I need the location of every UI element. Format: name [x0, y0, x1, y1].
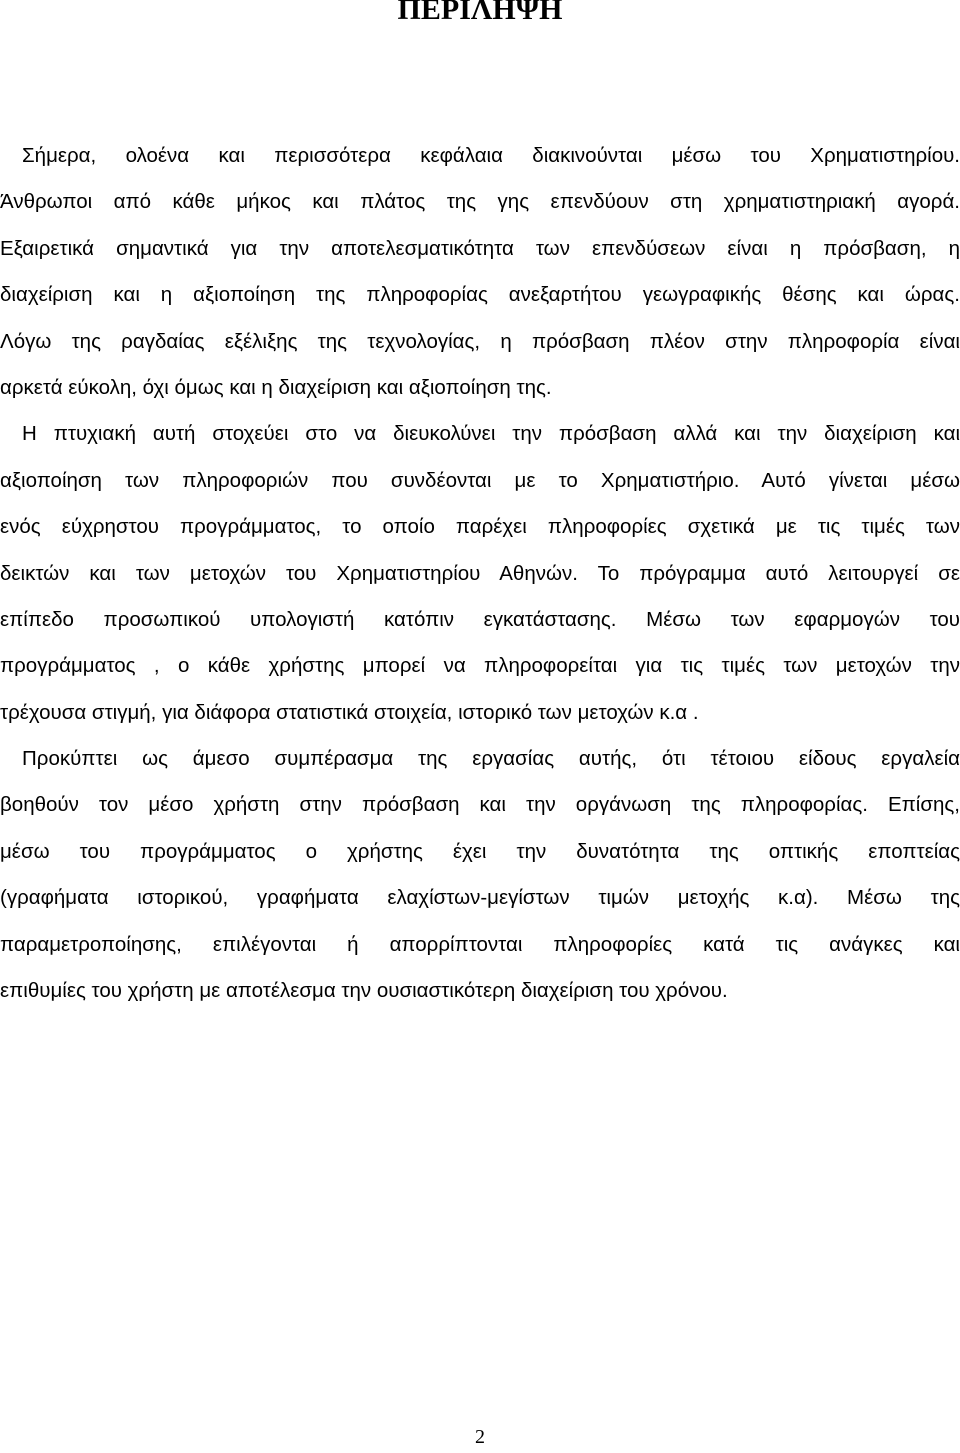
text-line: διαχείριση και η αξιοποίηση της πληροφορίας ανεξαρτήτου γεωγραφικής θέσης και ώρας. — [0, 283, 960, 307]
page-number: 2 — [475, 1426, 485, 1448]
text-line: δεικτών και των μετοχών του Χρηματιστηρίου Αθηνών. Το πρόγραμμα αυτό λειτουργεί σε — [0, 561, 960, 585]
text-line: επίπεδο προσωπικού υπολογιστή κατόπιν εγκατάστασης. Μέσω των εφαρμογών του — [0, 607, 960, 631]
text-line: παραμετροποίησης, επιλέγονται ή απορρίπτονται πληροφορίες κατά τις ανάγκες και — [0, 932, 960, 956]
text-line: βοηθούν τον μέσο χρήστη στην πρόσβαση και την οργάνωση της πληροφορίας. Επίσης, — [0, 793, 960, 817]
text-line: (γραφήματα ιστορικού, γραφήματα ελαχίστων-μεγίστων τιμών μετοχής κ.α). Μέσω της — [0, 886, 960, 910]
text-line: Η πτυχιακή αυτή στοχεύει στο να διευκολύνει την πρόσβαση αλλά και την διαχείριση και — [22, 422, 960, 446]
text-line: ενός εύχρηστου προγράμματος, το οποίο παρέχει πληροφορίες σχετικά με τις τιμές των — [0, 515, 960, 539]
text-line: Λόγω της ραγδαίας εξέλιξης της τεχνολογίας, η πρόσβαση πλέον στην πληροφορία είναι — [0, 329, 960, 353]
text-line: Σήμερα, ολοένα και περισσότερα κεφάλαια διακινούνται μέσω του Χρηματιστηρίου. — [22, 144, 960, 167]
text-line: επιθυμίες του χρήστη με αποτέλεσμα την ουσιαστικότερη διαχείριση του χρόνου. — [0, 979, 728, 1003]
text-line: αρκετά εύκολη, όχι όμως και η διαχείριση και αξιοποίηση της. — [0, 375, 552, 399]
abstract-body — [0, 133, 960, 1014]
page-title: ΠΕΡΙΛΗΨΗ — [397, 0, 563, 26]
text-line: μέσω του προγράμματος ο χρήστης έχει την δυνατότητα της οπτικής εποπτείας — [0, 839, 960, 863]
text-line: Προκύπτει ως άμεσο συμπέρασμα της εργασίας αυτής, ότι τέτοιου είδους εργαλεία — [22, 747, 960, 771]
text-line: τρέχουσα στιγμή, για διάφορα στατιστικά στοιχεία, ιστορικό των μετοχών κ.α . — [0, 700, 699, 724]
text-line: Άνθρωποι από κάθε μήκος και πλάτος της γης επενδύουν στη χρηματιστηριακή αγορά. — [0, 190, 960, 214]
text-line: προγράμματος , ο κάθε χρήστης μπορεί να πληροφορείται για τις τιμές των μετοχών την — [0, 654, 960, 678]
text-line: Εξαιρετικά σημαντικά για την αποτελεσματικότητα των επενδύσεων είναι η πρόσβαση, η — [0, 236, 960, 260]
text-line: αξιοποίηση των πληροφοριών που συνδέονται με το Χρηματιστήριο. Αυτό γίνεται μέσω — [0, 468, 960, 492]
